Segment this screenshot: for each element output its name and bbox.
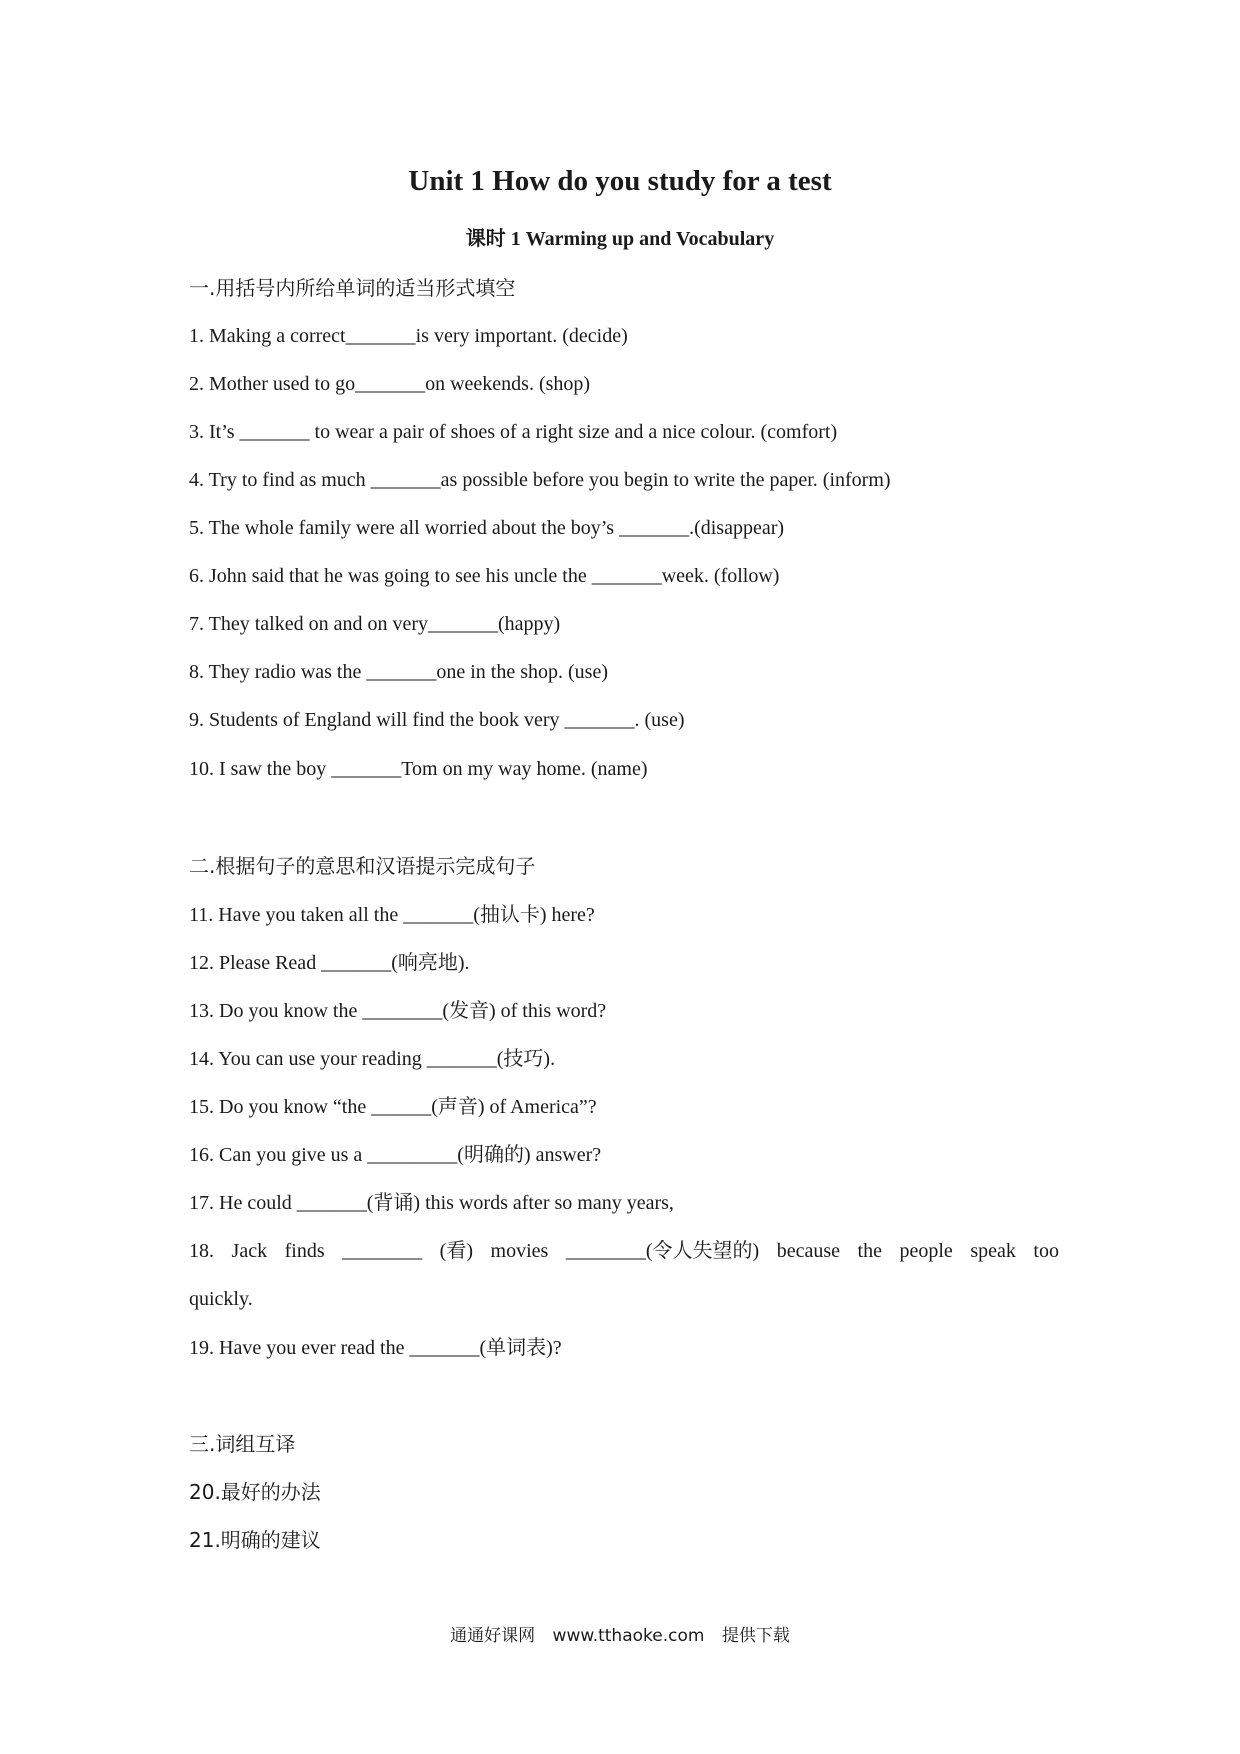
- footer-site-name: 通通好课网: [450, 1626, 536, 1646]
- section-heading: 三.词组互译: [189, 1432, 296, 1456]
- page-subtitle: 课时 1 Warming up and Vocabulary: [465, 228, 775, 250]
- footer-url[interactable]: www.tthaoke.com: [552, 1626, 705, 1646]
- footer: [0, 1624, 1240, 1648]
- word: ________: [342, 1240, 423, 1262]
- word: too: [1033, 1240, 1059, 1262]
- section-heading: 一.用括号内所给单词的适当形式填空: [189, 276, 516, 300]
- list-item: 9. Students of England will find the book very _______. (use): [189, 709, 685, 731]
- list-item: 8. They radio was the _______one in the shop. (use): [189, 661, 608, 683]
- list-item: quickly.: [189, 1288, 253, 1310]
- list-item: 10. I saw the boy _______Tom on my way home. (name): [189, 758, 648, 780]
- section-heading: 二.根据句子的意思和汉语提示完成句子: [189, 854, 536, 878]
- word: (看): [439, 1240, 473, 1262]
- list-item: 19. Have you ever read the _______(单词表)?: [189, 1337, 562, 1359]
- word: 18.: [189, 1240, 214, 1262]
- word: people: [899, 1240, 953, 1262]
- list-item: 3. It’s _______ to wear a pair of shoes of a right size and a nice colour. (comfort): [189, 421, 838, 443]
- list-item: 13. Do you know the ________(发音) of this word?: [189, 1000, 607, 1022]
- page-title: Unit 1 How do you study for a test: [408, 165, 832, 197]
- footer-note: 提供下载: [721, 1626, 790, 1646]
- list-item: 12. Please Read _______(响亮地).: [189, 952, 470, 974]
- list-item: 6. John said that he was going to see his uncle the _______week. (follow): [189, 565, 780, 587]
- list-item: 20.最好的办法: [189, 1480, 321, 1504]
- word: ________(令人失望的): [565, 1240, 760, 1262]
- list-item: 17. He could _______(背诵) this words after so many years,: [189, 1192, 674, 1214]
- word: the: [857, 1240, 882, 1262]
- list-item: 15. Do you know “the ______(声音) of America”?: [189, 1096, 597, 1118]
- justified-line: [189, 1237, 1059, 1265]
- word: because: [776, 1240, 840, 1262]
- list-item: 21.明确的建议: [189, 1528, 321, 1552]
- list-item: [189, 1237, 1059, 1265]
- word: Jack: [231, 1240, 268, 1262]
- word: finds: [284, 1240, 325, 1262]
- list-item: 5. The whole family were all worried about the boy’s _______.(disappear): [189, 517, 785, 539]
- list-item: 11. Have you taken all the _______(抽认卡) here?: [189, 904, 595, 926]
- list-item: 14. You can use your reading _______(技巧).: [189, 1048, 556, 1070]
- list-item: 16. Can you give us a _________(明确的) answer?: [189, 1144, 602, 1166]
- list-item: 7. They talked on and on very_______(happy): [189, 613, 561, 635]
- word: movies: [490, 1240, 549, 1262]
- word: speak: [970, 1240, 1016, 1262]
- list-item: 4. Try to find as much _______as possible before you begin to write the paper. (inform): [189, 469, 891, 491]
- list-item: 1. Making a correct_______is very important. (decide): [189, 325, 628, 347]
- list-item: 2. Mother used to go_______on weekends. (shop): [189, 373, 591, 395]
